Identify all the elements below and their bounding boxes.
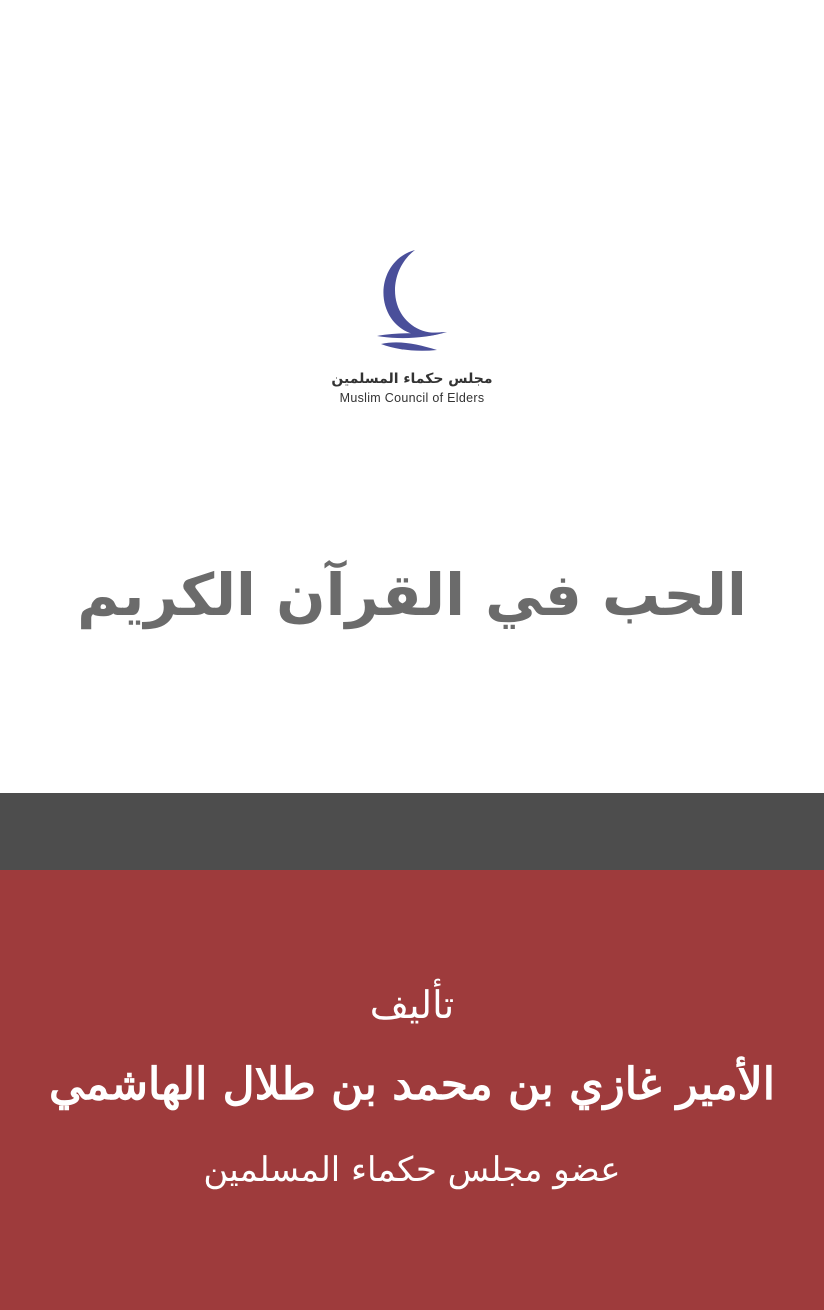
logo-arabic-name: مجلس حكماء المسلمين (331, 371, 493, 387)
gray-band (0, 793, 824, 870)
by-label: تأليف (369, 983, 455, 1027)
author-panel (0, 870, 824, 1310)
council-logo (312, 248, 512, 408)
author-name: الأمير غازي بن محمد بن طلال الهاشمي (49, 1059, 775, 1110)
crescent-icon (367, 248, 457, 360)
author-role: عضو مجلس حكماء المسلمين (203, 1150, 621, 1190)
book-title: الحب في القرآن الكريم (77, 561, 747, 629)
logo-english-name: Muslim Council of Elders (339, 391, 485, 405)
